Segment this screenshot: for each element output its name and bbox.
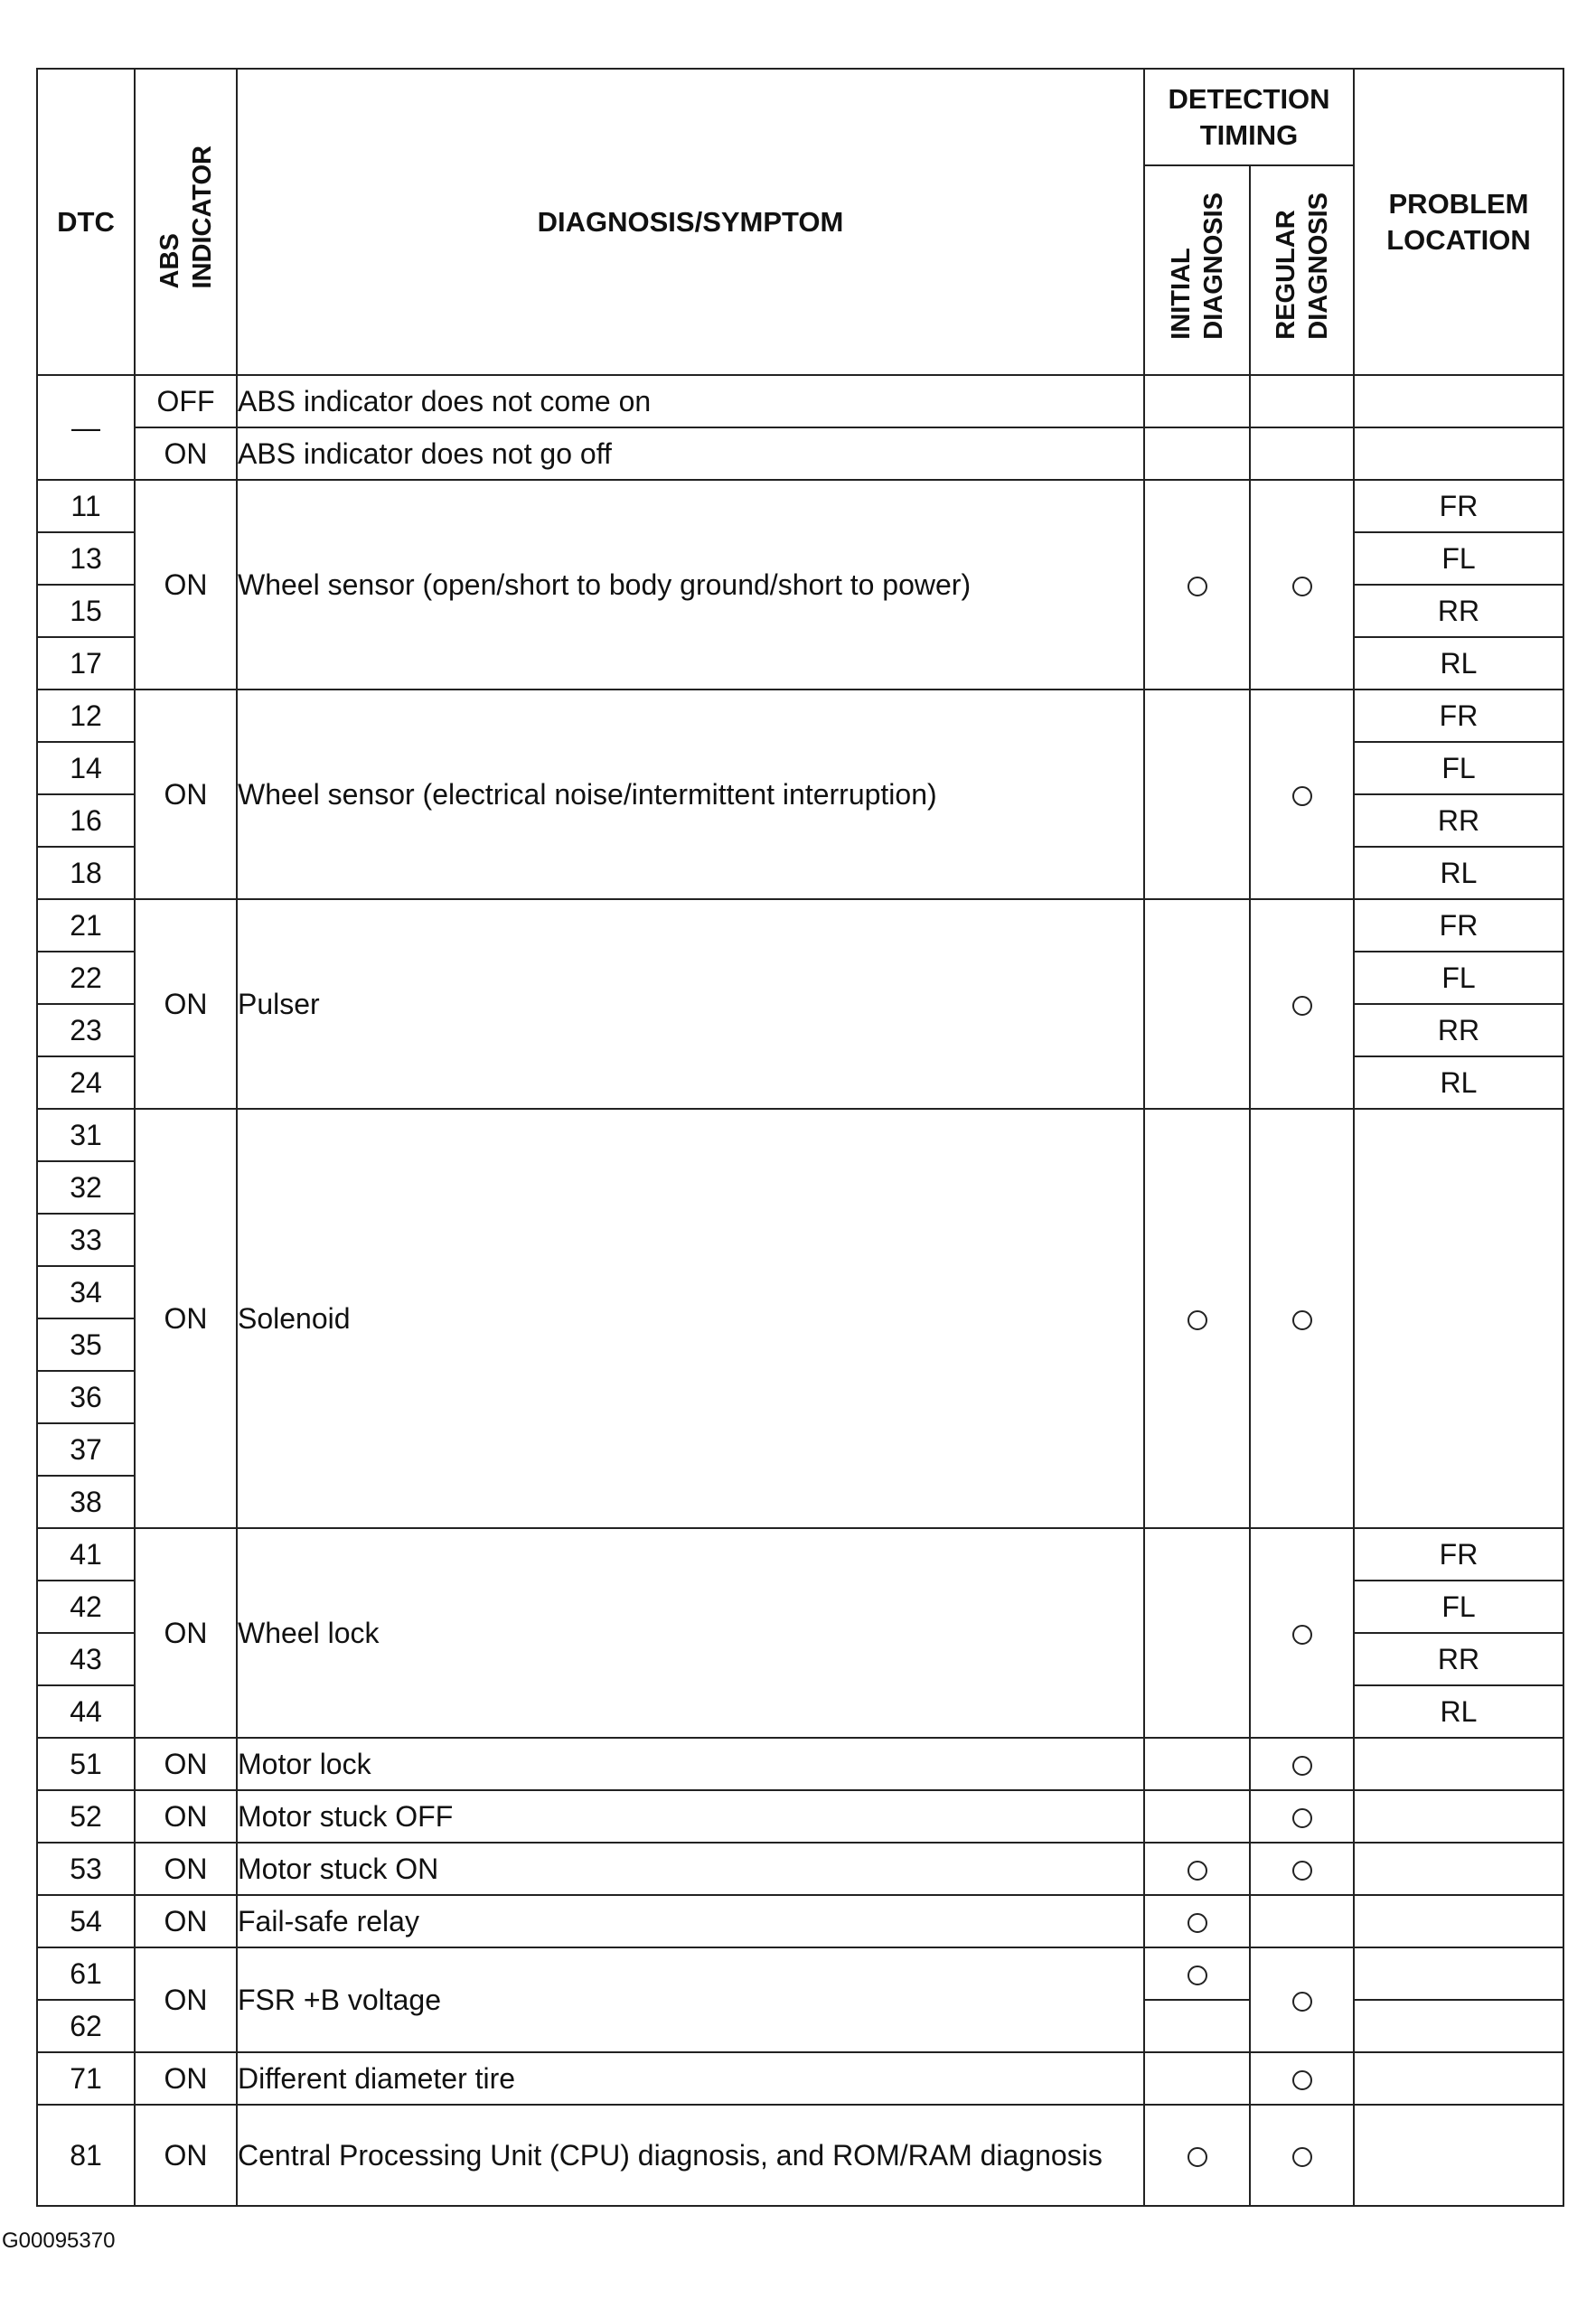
circle-icon [1188,1966,1207,1985]
initial-mark-cell [1144,1738,1250,1790]
header-diagnosis: DIAGNOSIS/SYMPTOM [237,69,1144,375]
initial-mark-cell [1144,1790,1250,1843]
circle-icon [1292,1625,1312,1645]
indicator-cell: OFF [135,375,237,427]
initial-mark-cell [1144,2052,1250,2105]
indicator-cell: ON [135,427,237,480]
indicator-cell: ON [135,1109,237,1528]
dtc-cell: 62 [37,2000,135,2052]
regular-mark-cell [1250,2105,1354,2206]
initial-mark-cell [1144,1895,1250,1947]
circle-icon [1292,996,1312,1016]
location-cell: FR [1354,1528,1563,1581]
location-cell [1354,1895,1563,1947]
location-cell [1354,1947,1563,2000]
dtc-cell: 61 [37,1947,135,2000]
location-cell: FL [1354,532,1563,585]
regular-mark-cell [1250,690,1354,899]
location-cell [1354,2052,1563,2105]
initial-mark-cell [1144,690,1250,899]
location-cell: FR [1354,690,1563,742]
dtc-cell: 16 [37,794,135,847]
figure-code: G00095370 [2,2228,116,2253]
indicator-cell: ON [135,1790,237,1843]
dtc-cell: 17 [37,637,135,690]
header-regular-diagnosis [1250,165,1354,375]
dtc-table [36,68,1564,2207]
symptom-cell: Fail-safe relay [237,1895,1144,1947]
dtc-cell: 14 [37,742,135,794]
location-cell: RL [1354,637,1563,690]
location-cell [1354,2105,1563,2206]
circle-icon [1188,1913,1207,1933]
location-cell: FL [1354,1581,1563,1633]
header-abs-indicator [135,69,237,375]
indicator-cell: ON [135,1738,237,1790]
dtc-cell: 22 [37,952,135,1004]
dtc-cell: 18 [37,847,135,899]
circle-icon [1292,1310,1312,1330]
dtc-cell: 23 [37,1004,135,1056]
dtc-cell: 13 [37,532,135,585]
location-cell: FL [1354,952,1563,1004]
dtc-cell: 54 [37,1895,135,1947]
symptom-cell: FSR +B voltage [237,1947,1144,2052]
dtc-cell: 33 [37,1214,135,1266]
location-cell: FR [1354,899,1563,952]
indicator-cell: ON [135,899,237,1109]
location-cell: RR [1354,585,1563,637]
dtc-cell: 44 [37,1685,135,1738]
regular-mark-cell [1250,480,1354,690]
location-cell: RR [1354,1004,1563,1056]
regular-mark-cell [1250,1528,1354,1738]
symptom-cell: Motor lock [237,1738,1144,1790]
location-cell: RL [1354,847,1563,899]
header-initial-label: INITIAL DIAGNOSIS [1166,192,1228,340]
circle-icon [1292,577,1312,596]
initial-mark-cell [1144,2105,1250,2206]
initial-mark-cell [1144,1528,1250,1738]
dtc-cell: 43 [37,1633,135,1685]
dtc-cell: 35 [37,1318,135,1371]
dtc-cell: 32 [37,1161,135,1214]
circle-icon [1188,577,1207,596]
symptom-cell: Pulser [237,899,1144,1109]
symptom-cell: Wheel lock [237,1528,1144,1738]
dtc-cell: 81 [37,2105,135,2206]
regular-mark-cell [1250,427,1354,480]
dtc-cell: 34 [37,1266,135,1318]
dtc-cell: 42 [37,1581,135,1633]
indicator-cell: ON [135,2105,237,2206]
circle-icon [1292,2147,1312,2167]
location-cell [1354,1790,1563,1843]
indicator-cell: ON [135,2052,237,2105]
indicator-cell: ON [135,480,237,690]
circle-icon [1292,1756,1312,1776]
indicator-cell: ON [135,1843,237,1895]
circle-icon [1188,1310,1207,1330]
regular-mark-cell [1250,1895,1354,1947]
regular-mark-cell [1250,1790,1354,1843]
initial-mark-cell [1144,1109,1250,1528]
location-cell [1354,427,1563,480]
location-cell: RL [1354,1685,1563,1738]
location-cell: RR [1354,794,1563,847]
dtc-cell: 11 [37,480,135,532]
dtc-cell: 37 [37,1423,135,1476]
initial-mark-cell [1144,480,1250,690]
circle-icon [1292,786,1312,806]
header-regular-label: REGULAR DIAGNOSIS [1271,192,1333,340]
location-cell [1354,1109,1563,1528]
location-cell [1354,2000,1563,2052]
circle-icon [1292,2070,1312,2090]
dtc-cell: 15 [37,585,135,637]
regular-mark-cell [1250,2052,1354,2105]
initial-mark-cell [1144,427,1250,480]
dtc-cell: 41 [37,1528,135,1581]
header-dtc: DTC [37,69,135,375]
circle-icon [1292,1861,1312,1881]
dtc-cell: 21 [37,899,135,952]
dtc-cell: 24 [37,1056,135,1109]
regular-mark-cell [1250,375,1354,427]
dtc-cell: 52 [37,1790,135,1843]
indicator-cell: ON [135,690,237,899]
symptom-cell: Different diameter tire [237,2052,1144,2105]
symptom-cell: Motor stuck OFF [237,1790,1144,1843]
header-problem-location: PROBLEM LOCATION [1354,69,1563,375]
symptom-cell: Wheel sensor (electrical noise/intermittent interruption) [237,690,1144,899]
location-cell: RR [1354,1633,1563,1685]
initial-mark-cell [1144,1843,1250,1895]
circle-icon [1188,1861,1207,1881]
circle-icon [1292,1992,1312,2012]
initial-mark-cell [1144,899,1250,1109]
location-cell [1354,1738,1563,1790]
indicator-cell: ON [135,1528,237,1738]
symptom-cell: ABS indicator does not go off [237,427,1144,480]
symptom-cell: Wheel sensor (open/short to body ground/short to power) [237,480,1144,690]
indicator-cell: ON [135,1895,237,1947]
location-cell [1354,1843,1563,1895]
dtc-cell: 53 [37,1843,135,1895]
regular-mark-cell [1250,1738,1354,1790]
regular-mark-cell [1250,899,1354,1109]
location-cell [1354,375,1563,427]
circle-icon [1188,2147,1207,2167]
regular-mark-cell [1250,1109,1354,1528]
regular-mark-cell [1250,1843,1354,1895]
location-cell: RL [1354,1056,1563,1109]
symptom-cell: ABS indicator does not come on [237,375,1144,427]
header-detection-timing: DETECTION TIMING [1144,69,1354,165]
dtc-cell: 36 [37,1371,135,1423]
symptom-cell: Solenoid [237,1109,1144,1528]
dtc-cell: 12 [37,690,135,742]
dtc-cell: 71 [37,2052,135,2105]
dtc-cell: 51 [37,1738,135,1790]
symptom-cell: Central Processing Unit (CPU) diagnosis, and ROM/RAM diagnosis [237,2105,1144,2206]
circle-icon [1292,1808,1312,1828]
indicator-cell: ON [135,1947,237,2052]
dtc-cell: 38 [37,1476,135,1528]
location-cell: FL [1354,742,1563,794]
symptom-cell: Motor stuck ON [237,1843,1144,1895]
location-cell: FR [1354,480,1563,532]
initial-mark-cell [1144,2000,1250,2052]
header-initial-diagnosis [1144,165,1250,375]
dtc-cell: 31 [37,1109,135,1161]
initial-mark-cell [1144,375,1250,427]
dtc-cell: — [37,375,135,480]
regular-mark-cell [1250,1947,1354,2052]
initial-mark-cell [1144,1947,1250,2000]
header-abs-indicator-label: ABS INDICATOR [155,145,217,289]
